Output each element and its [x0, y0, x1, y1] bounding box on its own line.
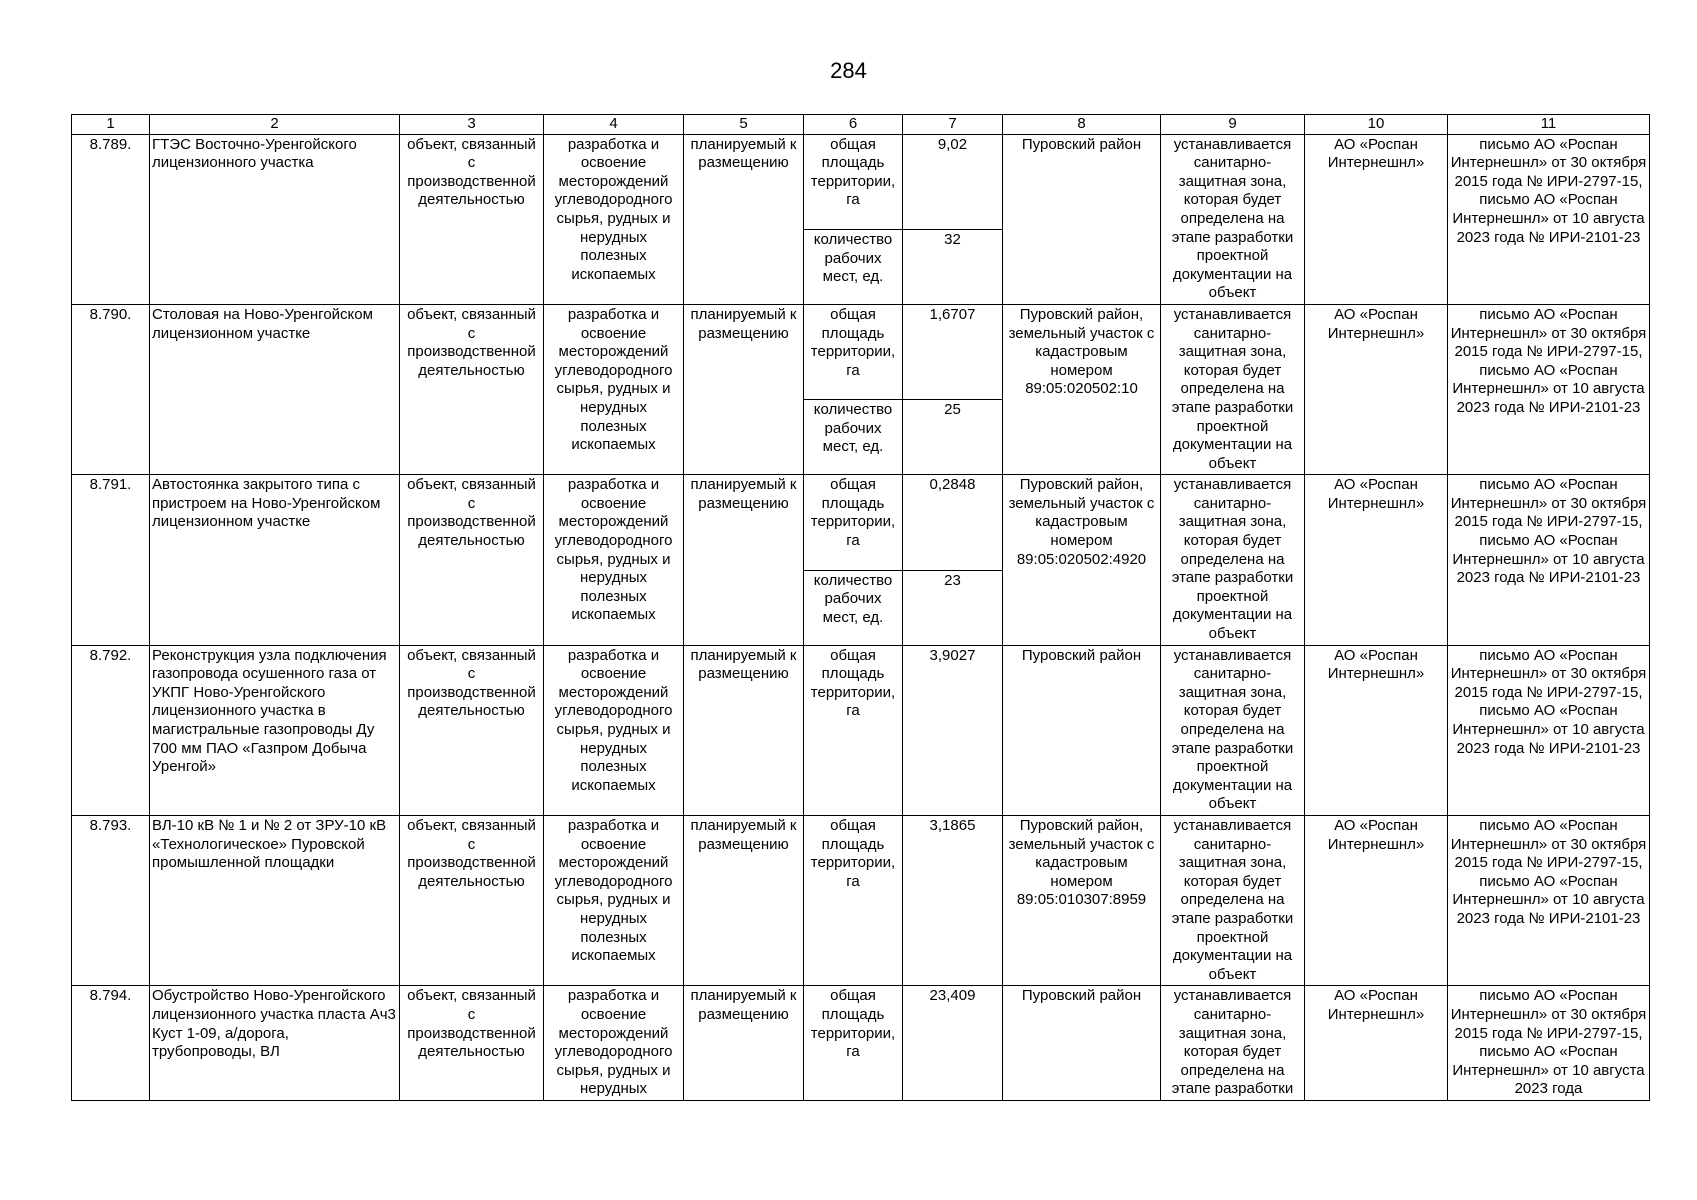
param-area-value: 0,2848: [903, 475, 1003, 570]
initiator: АО «Роспан Интернешнл»: [1305, 134, 1448, 304]
object-name: ГТЭС Восточно-Уренгойского лицензионного участка: [150, 134, 400, 304]
param-jobs-value: 32: [903, 229, 1003, 304]
column-header: 6: [804, 115, 903, 135]
initiator: АО «Роспан Интернешнл»: [1305, 815, 1448, 985]
column-header: 10: [1305, 115, 1448, 135]
basis-document: письмо АО «Роспан Интернешнл» от 30 октября 2015 года № ИРИ-2797-15, письмо АО «Роспан Интернешнл» от 10 августа 2023 года № ИРИ-2101-23: [1448, 645, 1650, 815]
row-number: 8.790.: [72, 304, 150, 474]
object-purpose: разработка и освоение месторождений углеводородного сырья, рудных и нерудных полезных ископаемых: [544, 304, 684, 474]
object-status: планируемый к размещению: [684, 475, 804, 645]
object-location: Пуровский район: [1003, 986, 1161, 1101]
object-name: ВЛ-10 кВ № 1 и № 2 от ЗРУ-10 кВ «Технологическое» Пуровской промышленной площадки: [150, 815, 400, 985]
param-jobs-label: количество рабочих мест, ед.: [804, 229, 903, 304]
object-type: объект, связанный с производственной деятельностью: [400, 815, 544, 985]
table-row: [72, 134, 1650, 229]
object-purpose: разработка и освоение месторождений углеводородного сырья, рудных и нерудных: [544, 986, 684, 1101]
initiator: АО «Роспан Интернешнл»: [1305, 645, 1448, 815]
object-status: планируемый к размещению: [684, 815, 804, 985]
object-purpose: разработка и освоение месторождений углеводородного сырья, рудных и нерудных полезных ископаемых: [544, 645, 684, 815]
table-row: [72, 645, 1650, 815]
param-area-label: общая площадь территории, га: [804, 986, 903, 1101]
param-area-label: общая площадь территории, га: [804, 475, 903, 570]
param-area-label: общая площадь территории, га: [804, 304, 903, 399]
param-area-value: 9,02: [903, 134, 1003, 229]
table-row: [72, 475, 1650, 570]
table-row: [72, 986, 1650, 1101]
initiator: АО «Роспан Интернешнл»: [1305, 475, 1448, 645]
basis-document: письмо АО «Роспан Интернешнл» от 30 октября 2015 года № ИРИ-2797-15, письмо АО «Роспан Интернешнл» от 10 августа 2023 года № ИРИ-2101-23: [1448, 304, 1650, 474]
protection-zone: устанавливается санитарно-защитная зона, которая будет определена на этапе разработки проектной документации на объект: [1161, 645, 1305, 815]
object-type: объект, связанный с производственной деятельностью: [400, 304, 544, 474]
objects-table: [71, 114, 1650, 1101]
protection-zone: устанавливается санитарно-защитная зона, которая будет определена на этапе разработки: [1161, 986, 1305, 1101]
row-number: 8.792.: [72, 645, 150, 815]
object-type: объект, связанный с производственной деятельностью: [400, 134, 544, 304]
object-status: планируемый к размещению: [684, 304, 804, 474]
param-jobs-value: 25: [903, 400, 1003, 475]
object-location: Пуровский район, земельный участок с кадастровым номером 89:05:010307:8959: [1003, 815, 1161, 985]
table-row: [72, 304, 1650, 399]
column-number-row: [72, 115, 1650, 135]
param-jobs-label: количество рабочих мест, ед.: [804, 570, 903, 645]
table-row: [72, 815, 1650, 985]
param-area-label: общая площадь территории, га: [804, 815, 903, 985]
param-jobs-value: 23: [903, 570, 1003, 645]
protection-zone: устанавливается санитарно-защитная зона, которая будет определена на этапе разработки проектной документации на объект: [1161, 815, 1305, 985]
object-status: планируемый к размещению: [684, 645, 804, 815]
object-name: Реконструкция узла подключения газопровода осушенного газа от УКПГ Ново-Уренгойского лицензионного участка в магистральные газопроводы Ду 700 мм ПАО «Газпром Добыча Уренгой»: [150, 645, 400, 815]
column-header: 5: [684, 115, 804, 135]
column-header: 9: [1161, 115, 1305, 135]
row-number: 8.791.: [72, 475, 150, 645]
object-location: Пуровский район, земельный участок с кадастровым номером 89:05:020502:4920: [1003, 475, 1161, 645]
param-jobs-label: количество рабочих мест, ед.: [804, 400, 903, 475]
basis-document: письмо АО «Роспан Интернешнл» от 30 октября 2015 года № ИРИ-2797-15, письмо АО «Роспан Интернешнл» от 10 августа 2023 года № ИРИ-2101-23: [1448, 134, 1650, 304]
protection-zone: устанавливается санитарно-защитная зона, которая будет определена на этапе разработки проектной документации на объект: [1161, 304, 1305, 474]
basis-document: письмо АО «Роспан Интернешнл» от 30 октября 2015 года № ИРИ-2797-15, письмо АО «Роспан Интернешнл» от 10 августа 2023 года: [1448, 986, 1650, 1101]
param-area-value: 3,9027: [903, 645, 1003, 815]
object-status: планируемый к размещению: [684, 134, 804, 304]
column-header: 2: [150, 115, 400, 135]
row-number: 8.793.: [72, 815, 150, 985]
object-purpose: разработка и освоение месторождений углеводородного сырья, рудных и нерудных полезных ископаемых: [544, 475, 684, 645]
object-type: объект, связанный с производственной деятельностью: [400, 645, 544, 815]
column-header: 8: [1003, 115, 1161, 135]
param-area-value: 1,6707: [903, 304, 1003, 399]
param-area-value: 23,409: [903, 986, 1003, 1101]
param-area-label: общая площадь территории, га: [804, 645, 903, 815]
column-header: 4: [544, 115, 684, 135]
protection-zone: устанавливается санитарно-защитная зона, которая будет определена на этапе разработки проектной документации на объект: [1161, 475, 1305, 645]
object-name: Столовая на Ново-Уренгойском лицензионном участке: [150, 304, 400, 474]
protection-zone: устанавливается санитарно-защитная зона, которая будет определена на этапе разработки проектной документации на объект: [1161, 134, 1305, 304]
object-purpose: разработка и освоение месторождений углеводородного сырья, рудных и нерудных полезных ископаемых: [544, 815, 684, 985]
object-name: Автостоянка закрытого типа с пристроем на Ново-Уренгойском лицензионном участке: [150, 475, 400, 645]
object-type: объект, связанный с производственной деятельностью: [400, 986, 544, 1101]
page-number: 284: [830, 58, 867, 83]
initiator: АО «Роспан Интернешнл»: [1305, 304, 1448, 474]
object-location: Пуровский район: [1003, 134, 1161, 304]
param-area-value: 3,1865: [903, 815, 1003, 985]
object-name: Обустройство Ново-Уренгойского лицензионного участка пласта Ач3 Куст 1-09, а/дорога, трубопроводы, ВЛ: [150, 986, 400, 1101]
column-header: 3: [400, 115, 544, 135]
object-type: объект, связанный с производственной деятельностью: [400, 475, 544, 645]
basis-document: письмо АО «Роспан Интернешнл» от 30 октября 2015 года № ИРИ-2797-15, письмо АО «Роспан Интернешнл» от 10 августа 2023 года № ИРИ-2101-23: [1448, 815, 1650, 985]
column-header: 7: [903, 115, 1003, 135]
object-purpose: разработка и освоение месторождений углеводородного сырья, рудных и нерудных полезных ископаемых: [544, 134, 684, 304]
object-location: Пуровский район: [1003, 645, 1161, 815]
basis-document: письмо АО «Роспан Интернешнл» от 30 октября 2015 года № ИРИ-2797-15, письмо АО «Роспан Интернешнл» от 10 августа 2023 года № ИРИ-2101-23: [1448, 475, 1650, 645]
object-location: Пуровский район, земельный участок с кадастровым номером 89:05:020502:10: [1003, 304, 1161, 474]
row-number: 8.789.: [72, 134, 150, 304]
object-status: планируемый к размещению: [684, 986, 804, 1101]
initiator: АО «Роспан Интернешнл»: [1305, 986, 1448, 1101]
column-header: 1: [72, 115, 150, 135]
column-header: 11: [1448, 115, 1650, 135]
param-area-label: общая площадь территории, га: [804, 134, 903, 229]
row-number: 8.794.: [72, 986, 150, 1101]
